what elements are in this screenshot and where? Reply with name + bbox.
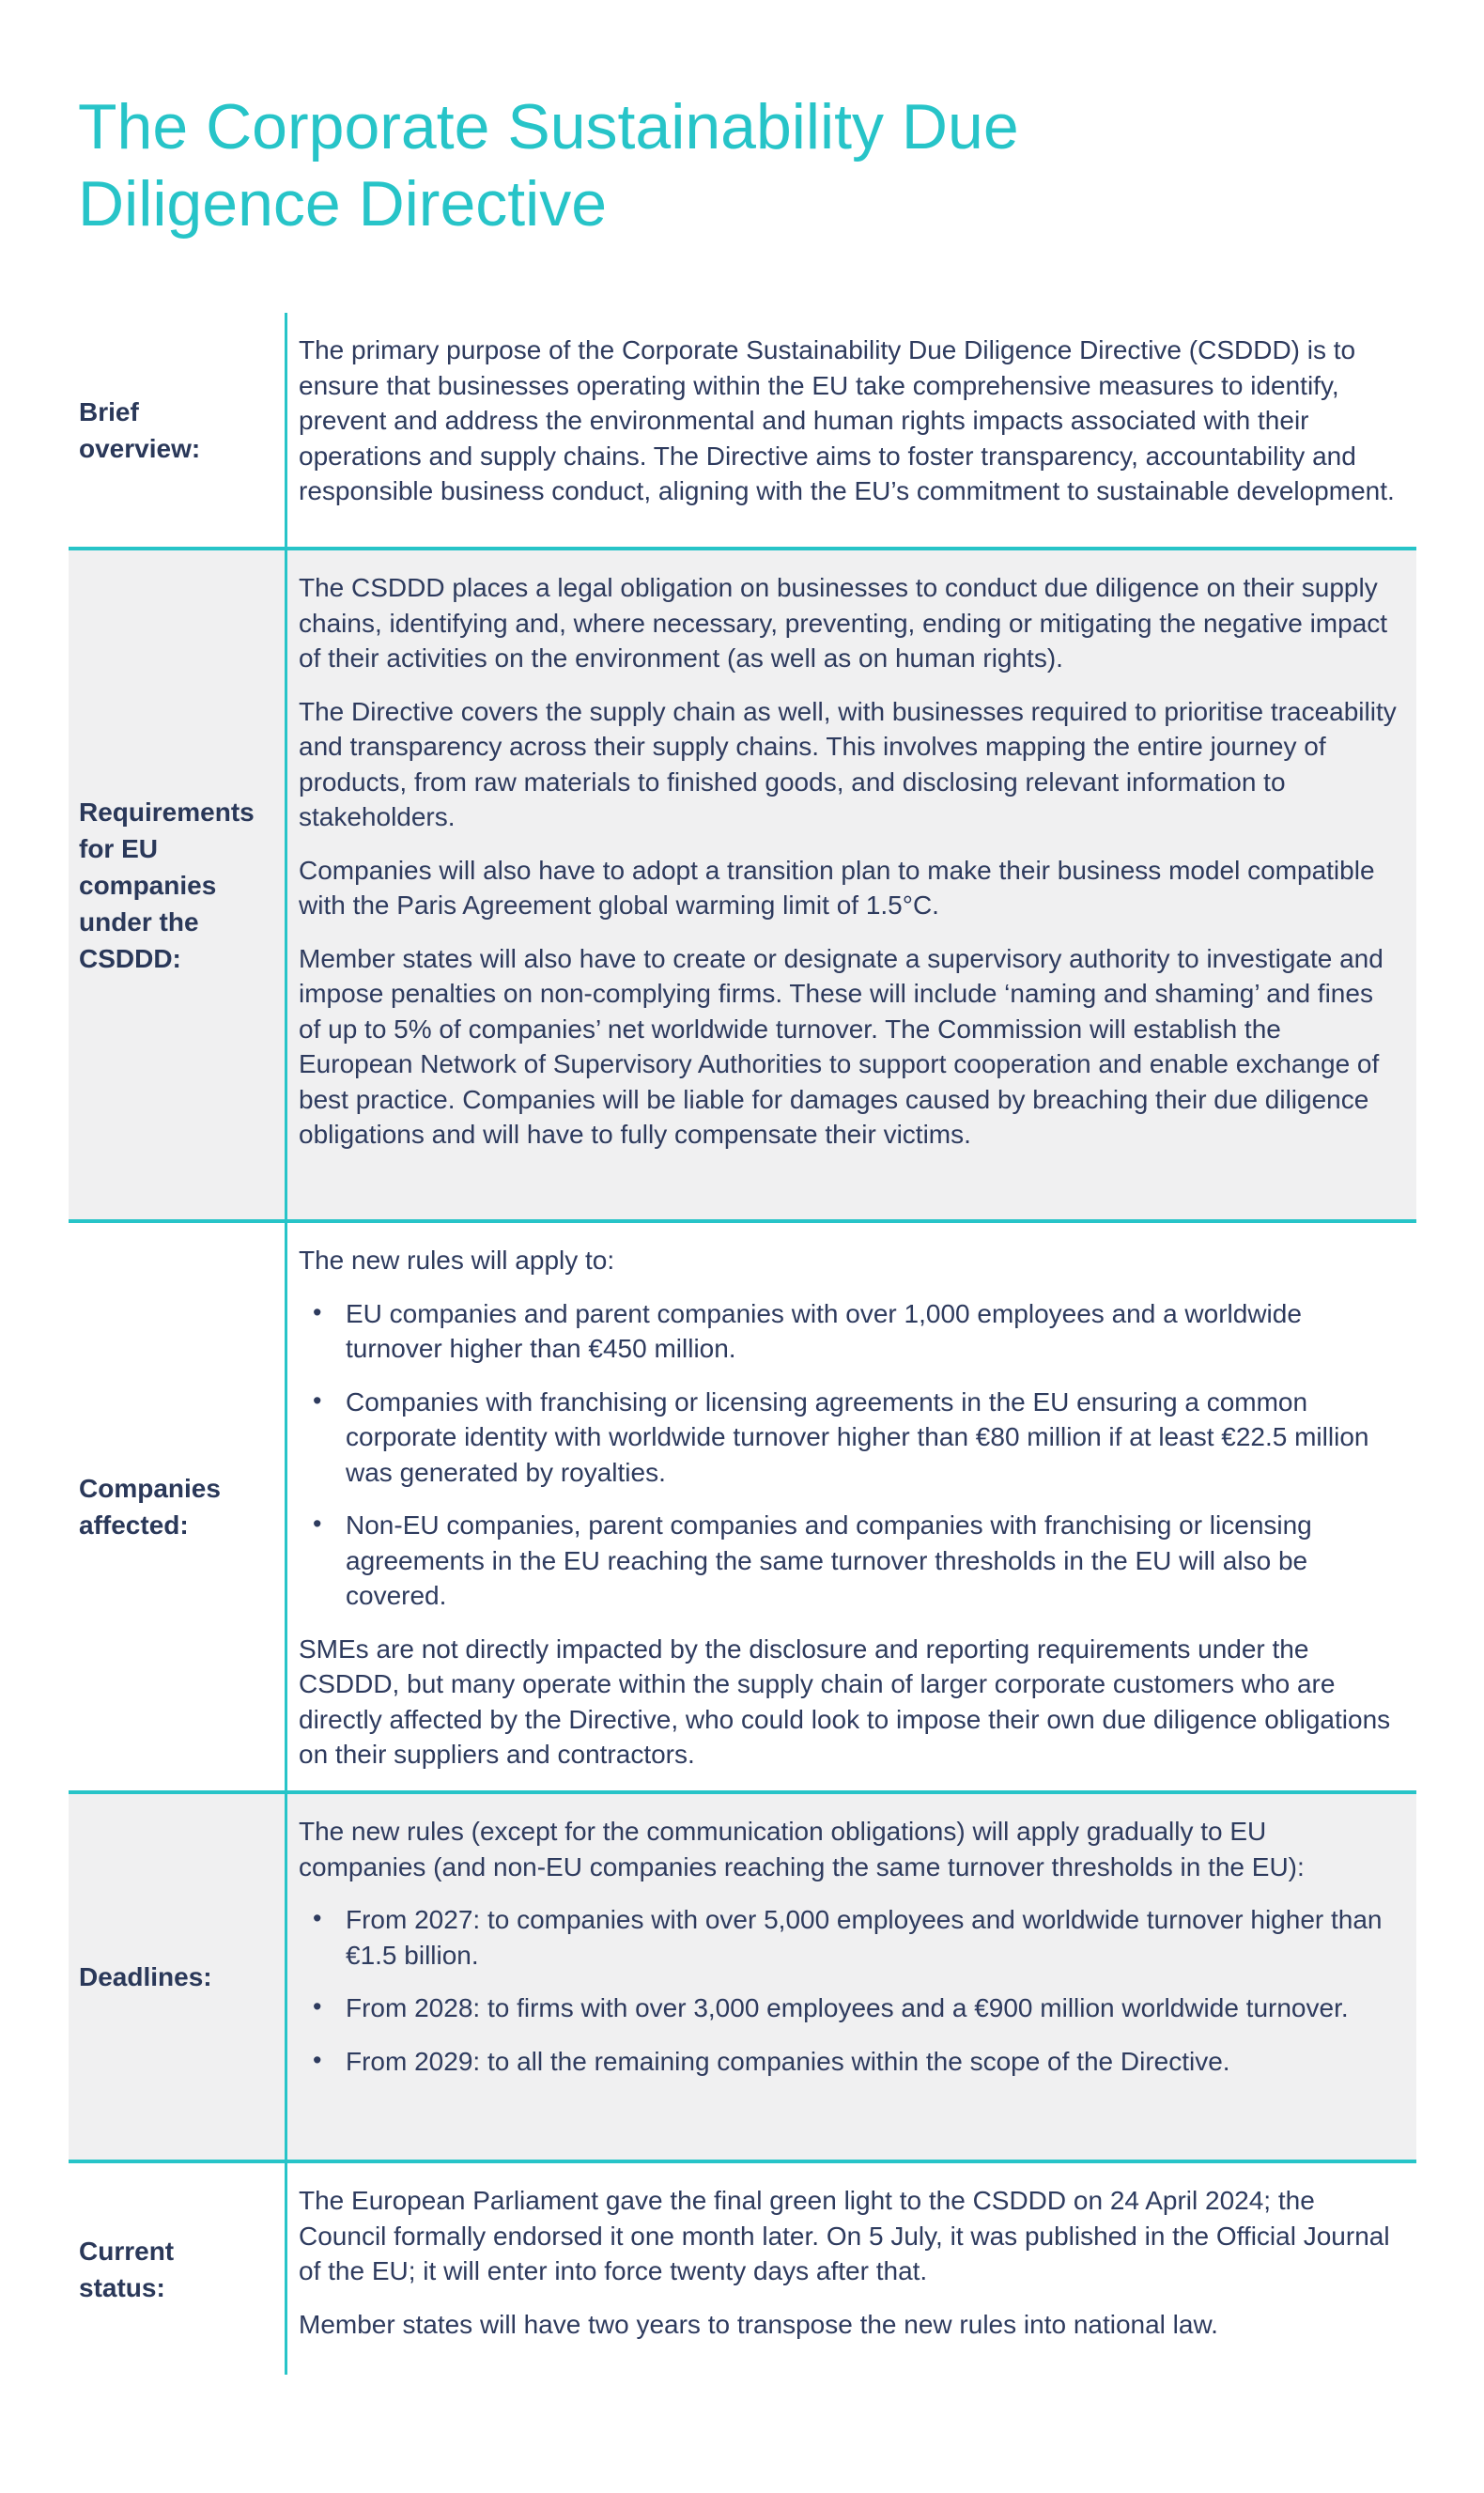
paragraph: The new rules will apply to: — [299, 1246, 615, 1275]
row-companies-affected — [69, 1219, 1416, 1790]
row-label-brief-overview: Brief overview: — [79, 396, 201, 463]
paragraph: Member states will also have to create or designate a supervisory authority to investigate and impose penalties on non-complying firms. These will include ‘naming and shaming’ and fines of up to 5% of companies’ net worldwide turnover. The Commission will establish the European Network of Supervisory Authorities to support cooperation and enable exchange of best practice. Companies will be liable for damages caused by breaching their due diligence obligations and will have to fully compensate their victims. — [299, 943, 1384, 1149]
bullet-list — [299, 1296, 1398, 1614]
list-item: • Companies with franchising or licensing agreements in the EU ensuring a common corporate identity with worldwide turnover higher than €80 million if at least €22.5 million was generated by royalties. — [299, 1385, 1398, 1491]
bullet-list — [299, 1902, 1398, 2079]
row-content-companies-affected — [285, 1223, 1416, 1790]
list-item: • From 2027: to companies with over 5,000 employees and worldwide turnover higher than €1.5 billion. — [299, 1902, 1398, 1973]
row-requirements — [69, 547, 1416, 1219]
vertical-divider-line — [285, 313, 287, 2375]
row-content-deadlines — [285, 1794, 1416, 2160]
row-content-current-status — [285, 2163, 1416, 2375]
row-brief-overview — [69, 313, 1416, 547]
list-item: • EU companies and parent companies with over 1,000 employees and a worldwide turnover higher than €450 million. — [299, 1296, 1398, 1367]
row-content-brief-overview — [285, 313, 1416, 547]
paragraph: Member states will have two years to transpose the new rules into national law. — [299, 2309, 1218, 2339]
list-item: • From 2029: to all the remaining companies within the scope of the Directive. — [299, 2044, 1398, 2080]
page-title-line-2: Diligence Directive — [78, 168, 608, 240]
document-page — [0, 88, 1484, 2375]
page-title-line-1: The Corporate Sustainability Due — [78, 91, 1019, 163]
row-deadlines — [69, 1790, 1416, 2160]
row-label-deadlines: Deadlines: — [79, 1962, 212, 1991]
row-content-requirements — [285, 550, 1416, 1219]
row-current-status — [69, 2160, 1416, 2375]
row-label-companies-affected: Companies affected: — [79, 1474, 221, 1540]
paragraph: The European Parliament gave the final green light to the CSDDD on 24 April 2024; the Council formally endorsed it one month later. On 5 July, it was published in the Official Journal of the EU; it will enter into force twenty days after that. — [299, 2186, 1390, 2285]
list-item: • From 2028: to firms with over 3,000 employees and a €900 million worldwide turnover. — [299, 1990, 1398, 2026]
paragraph: Companies will also have to adopt a transition plan to make their business model compatible with the Paris Agreement global warming limit of 1.5°C. — [299, 855, 1375, 920]
paragraph: SMEs are not directly impacted by the disclosure and reporting requirements under the CSDDD, but many operate within the supply chain of larger corporate customers who are directly affected by the Directive, who could look to impose their own due diligence obligations on their suppliers and contractors. — [299, 1634, 1391, 1769]
row-label-current-status: Current status: — [79, 2236, 175, 2302]
info-table — [69, 313, 1416, 2375]
paragraph: The primary purpose of the Corporate Sustainability Due Diligence Directive (CSDDD) is to ensure that businesses operating within the EU take comprehensive measures to identify, prevent and address the environmental and human rights impacts associated with their operations and supply chains. The Directive aims to foster transparency, accountability and responsible business conduct, aligning with the EU’s commitment to sustainable development. — [299, 335, 1395, 505]
row-label-requirements: Requirements for EU companies under the CSDDD: — [79, 797, 255, 973]
paragraph: The CSDDD places a legal obligation on businesses to conduct due diligence on their supply chains, identifying and, where necessary, preventing, ending or mitigating the negative impact of their activities on the environment (as well as on human rights). — [299, 573, 1388, 673]
page-title — [78, 88, 1416, 242]
paragraph: The Directive covers the supply chain as well, with businesses required to prioritise traceability and transparency across their supply chains. This involves mapping the entire journey of products, from raw materials to finished goods, and disclosing relevant information to stakeholders. — [299, 696, 1397, 831]
list-item: • Non-EU companies, parent companies and companies with franchising or licensing agreements in the EU reaching the same turnover thresholds in the EU will also be covered. — [299, 1508, 1398, 1614]
paragraph: The new rules (except for the communication obligations) will apply gradually to EU companies (and non-EU companies reaching the same turnover thresholds in the EU): — [299, 1817, 1305, 1881]
